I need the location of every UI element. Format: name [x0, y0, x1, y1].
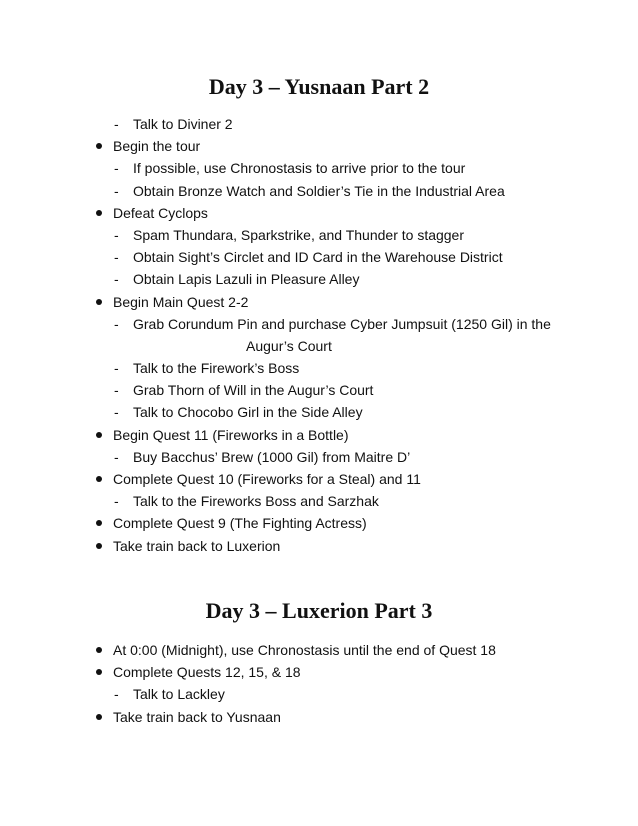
bullet-icon [96, 476, 102, 482]
bullet-item [0, 468, 638, 490]
sub-item [0, 157, 638, 179]
item-text: Begin the tour [113, 138, 201, 155]
bullet-icon [96, 647, 102, 653]
section-title-yusnaan: Day 3 – Yusnaan Part 2 [208, 74, 430, 99]
sub-item [0, 490, 638, 512]
item-text: Buy Bacchus’ Brew (1000 Gil) from Maitre D’ [133, 448, 411, 465]
bullet-icon [96, 520, 102, 526]
sub-item [0, 246, 638, 268]
section-title-luxerion: Day 3 – Luxerion Part 3 [205, 598, 433, 623]
item-text: Obtain Lapis Lazuli in Pleasure Alley [133, 271, 360, 288]
bullet-icon [96, 299, 102, 305]
sub-item [0, 401, 638, 423]
sub-item [0, 224, 638, 246]
bullet-icon [96, 543, 102, 549]
dash-marker: - [114, 686, 119, 703]
item-text: Obtain Bronze Watch and Soldier’s Tie in the Industrial Area [133, 182, 505, 199]
sub-item [0, 268, 638, 290]
item-text: Complete Quest 10 (Fireworks for a Steal) and 11 [113, 471, 421, 487]
item-text: Grab Thorn of Will in the Augur’s Court [133, 382, 374, 399]
sub-item [0, 180, 638, 202]
yusnaan-task-list [0, 113, 638, 557]
bullet-item [0, 535, 638, 557]
item-text: Augur’s Court [246, 337, 332, 354]
item-text: Spam Thundara, Sparkstrike, and Thunder to stagger [133, 226, 465, 243]
bullet-item [0, 706, 638, 728]
bullet-item [0, 661, 638, 683]
item-text: Take train back to Luxerion [113, 537, 281, 554]
sub-item [0, 379, 638, 401]
bullet-icon [96, 669, 102, 675]
bullet-icon [96, 143, 102, 149]
item-text: Talk to the Firework’s Boss [133, 360, 300, 377]
item-text: Grab Corundum Pin and purchase Cyber Jumpsuit (1250 Gil) in the [133, 315, 551, 332]
item-text: Take train back to Yusnaan [113, 708, 281, 725]
item-text: Complete Quests 12, 15, & 18 [113, 664, 301, 681]
dash-marker: - [114, 404, 119, 421]
sub-item [0, 683, 638, 705]
dash-marker: - [114, 382, 119, 399]
item-text: Defeat Cyclops [113, 204, 208, 221]
bullet-icon [96, 210, 102, 216]
dash-marker: - [114, 160, 119, 177]
item-text: Talk to Diviner 2 [133, 116, 233, 132]
item-text: Talk to Chocobo Girl in the Side Alley [133, 404, 363, 421]
dash-marker: - [114, 315, 119, 332]
sub-item [0, 446, 638, 468]
sub-item [0, 357, 638, 379]
dash-marker: - [114, 116, 119, 132]
bullet-item [0, 291, 638, 313]
bullet-icon [96, 432, 102, 438]
sub-item [0, 313, 638, 335]
sub-item-continuation [133, 335, 638, 357]
item-text: Begin Quest 11 (Fireworks in a Bottle) [113, 426, 349, 443]
bullet-icon [96, 714, 102, 720]
dash-marker: - [114, 360, 119, 377]
bullet-item [0, 135, 638, 157]
dash-marker: - [114, 249, 119, 266]
bullet-item [0, 639, 638, 661]
dash-marker: - [114, 271, 119, 288]
dash-marker: - [114, 448, 119, 465]
item-text: Begin Main Quest 2-2 [113, 293, 249, 310]
dash-marker: - [114, 493, 119, 510]
item-text: Talk to Lackley [133, 686, 225, 703]
item-text: Talk to the Fireworks Boss and Sarzhak [133, 493, 379, 510]
luxerion-task-list [0, 639, 638, 728]
bullet-item [0, 202, 638, 224]
dash-marker: - [114, 182, 119, 199]
sub-item [0, 113, 638, 135]
item-text: Complete Quest 9 (The Fighting Actress) [113, 515, 367, 532]
item-text: At 0:00 (Midnight), use Chronostasis until the end of Quest 18 [113, 642, 496, 658]
bullet-item [0, 424, 638, 446]
item-text: If possible, use Chronostasis to arrive prior to the tour [133, 160, 466, 177]
dash-marker: - [114, 226, 119, 243]
bullet-item [0, 512, 638, 534]
item-text: Obtain Sight’s Circlet and ID Card in the Warehouse District [133, 249, 503, 266]
